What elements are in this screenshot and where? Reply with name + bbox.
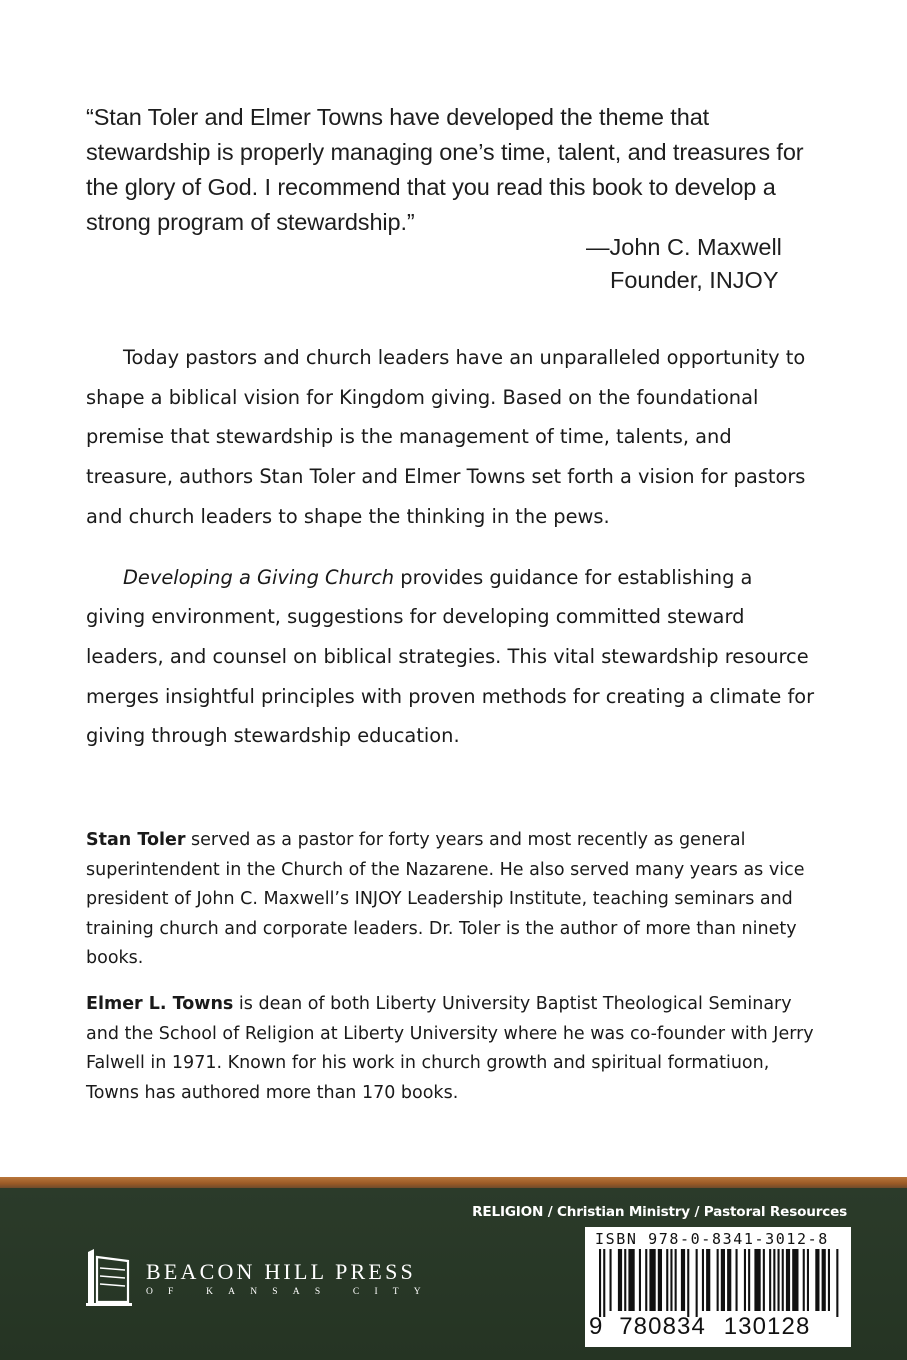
bio-towns: [86, 990, 816, 1108]
barcode-bar: [836, 1249, 838, 1317]
barcode-bar: [639, 1249, 641, 1311]
book-title-italic: Developing a Giving Church: [123, 565, 395, 589]
barcode-bar: [618, 1249, 622, 1311]
description-paragraph-1: Today pastors and church leaders have an unparalleled opportunity to shape a biblical vision for Kingdom giving. Based on the foundational premise that stewardship is the management of time, talents, and treasure, authors Stan Toler and Elmer Towns set forth a vision for pastors and church leaders to shape the thinking in the pews.: [86, 346, 806, 528]
barcode-bar: [822, 1249, 826, 1311]
bio-toler-text: served as a pastor for forty years and most recently as general superintendent in the Church of the Nazarene. He also served many years as vice president of John C. Maxwell’s INJOY Leadership Institute, teaching seminars and training church and corporate leaders. Dr. Toler is the author of more than ninety books.: [86, 830, 805, 969]
ean-first-digit: 9: [589, 1313, 604, 1340]
publisher-location: OF KANSAS CITY: [146, 1287, 436, 1297]
barcode-bar: [675, 1249, 677, 1311]
barcode-bar: [702, 1249, 704, 1311]
barcode-bar: [782, 1249, 784, 1311]
barcode-bar: [721, 1249, 725, 1311]
barcode-bar: [599, 1249, 601, 1317]
barcode-bar: [645, 1249, 647, 1311]
ean-digits: [589, 1313, 847, 1341]
bio-towns-name: Elmer L. Towns: [86, 993, 234, 1014]
barcode-bar: [828, 1249, 830, 1311]
ean-right-group: 130128: [723, 1313, 811, 1340]
barcode-bar: [786, 1249, 790, 1311]
barcode-bar: [792, 1249, 798, 1311]
barcode-bar: [666, 1249, 668, 1311]
beacon-lighthouse-logo-icon: [86, 1248, 132, 1306]
barcode-bar: [748, 1249, 750, 1311]
barcode-bar: [681, 1249, 685, 1311]
barcode-bar: [717, 1249, 719, 1311]
quote-text: “Stan Toler and Elmer Towns have developed the theme that stewardship is properly managing one’s time, talent, and treasures for the glory of God. I recommend that you read this book to develop a strong program of stewardship.”: [86, 104, 804, 235]
barcode-bar: [803, 1249, 805, 1311]
quote-author-role: Founder, INJOY: [610, 267, 779, 293]
author-bios: [86, 826, 816, 1108]
barcode-bar: [815, 1249, 819, 1311]
barcode-bar: [628, 1249, 634, 1311]
barcode-bar: [649, 1249, 655, 1311]
description-paragraph-2-text: provides guidance for establishing a giving environment, suggestions for developing committed steward leaders, and counsel on biblical strategies. This vital stewardship resource merges insightful principles with proven methods for creating a climate for giving through stewardship education.: [86, 565, 815, 748]
quote-attribution: [586, 231, 782, 297]
barcode-bar: [610, 1249, 612, 1311]
barcode-bar: [706, 1249, 710, 1311]
barcode-bar: [727, 1249, 731, 1311]
barcode-bar: [670, 1249, 672, 1311]
endorsement-quote: [86, 100, 806, 240]
barcode-bar: [603, 1249, 605, 1317]
bio-toler-name: Stan Toler: [86, 830, 186, 850]
quote-author: —John C. Maxwell: [586, 234, 782, 260]
book-description: [86, 338, 816, 756]
barcode-bar: [658, 1249, 662, 1311]
barcode-bar: [778, 1249, 780, 1311]
barcode-bar: [807, 1249, 809, 1311]
barcode-bar: [736, 1249, 738, 1311]
isbn-barcode: [585, 1227, 851, 1347]
isbn-number: ISBN 978-0-8341-3012-8: [595, 1230, 829, 1248]
barcode-bar: [773, 1249, 775, 1311]
barcode-bar: [754, 1249, 760, 1311]
barcode-bar: [696, 1249, 698, 1317]
barcode-bar: [624, 1249, 626, 1311]
barcode-bar: [744, 1249, 746, 1311]
barcode-bars: [591, 1249, 845, 1317]
bio-toler: [86, 826, 816, 974]
subject-category: RELIGION / Christian Ministry / Pastoral Resources: [472, 1204, 847, 1220]
bio-towns-text: is dean of both Liberty University Baptist Theological Seminary and the School of Religion at Liberty University where he was co-founder with Jerry Falwell in 1971. Known for his work in church growth and spiritual formatiuon, Towns has authored more than 170 books.: [86, 993, 814, 1103]
barcode-bar: [687, 1249, 689, 1317]
description-paragraph-2: [86, 558, 816, 757]
ean-left-group: 780834: [619, 1313, 706, 1340]
barcode-bar: [763, 1249, 765, 1311]
publisher-name: BEACON HILL PRESS: [146, 1259, 416, 1284]
orange-divider-bar: [0, 1177, 907, 1188]
barcode-bar: [769, 1249, 771, 1311]
